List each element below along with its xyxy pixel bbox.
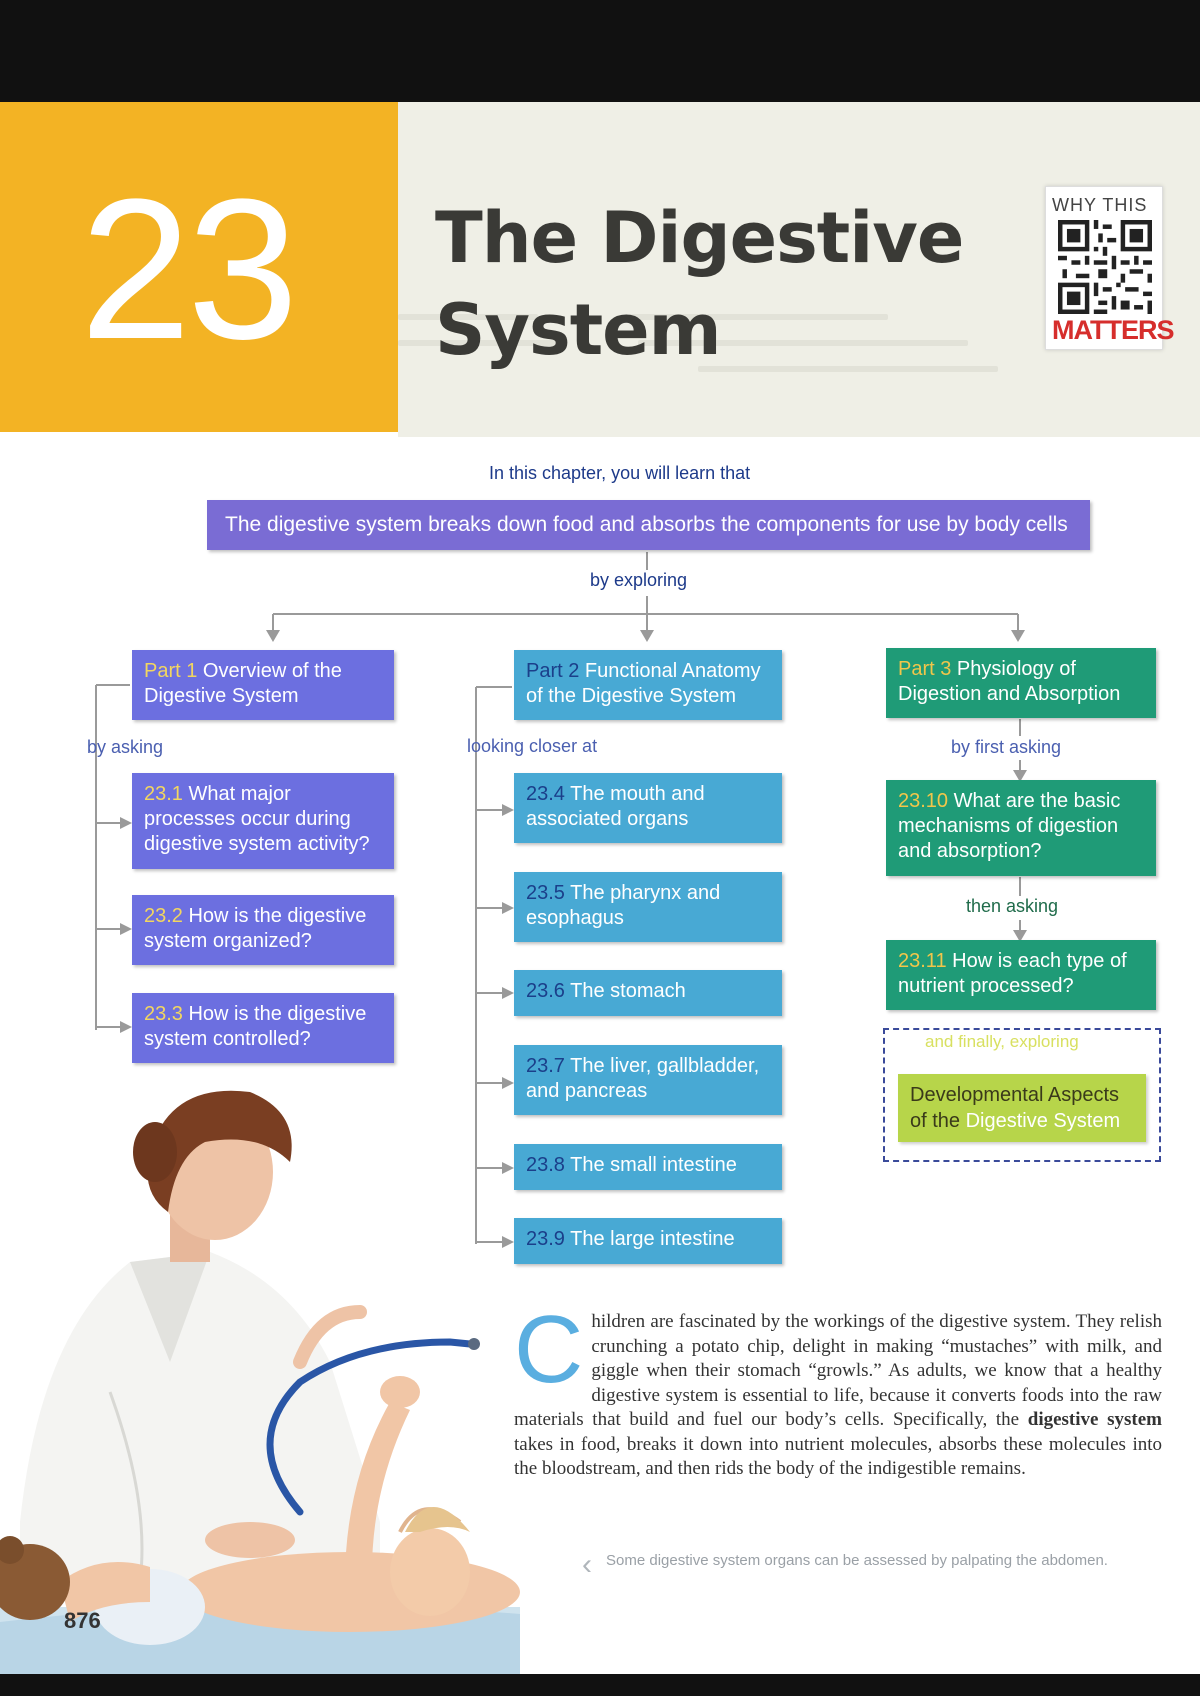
part2-title: Functional Anatomy of the Digestive System — [526, 660, 761, 707]
section-number: 23.7 — [526, 1055, 571, 1077]
section-number: 23.4 — [526, 783, 571, 805]
part2-lead: looking closer at — [467, 736, 598, 756]
chapter-title-line2: System — [435, 289, 721, 371]
chapter-intro-paragraph — [514, 1296, 1162, 1482]
section-23-4[interactable] — [514, 773, 782, 843]
part3-number: Part 3 — [898, 658, 957, 680]
section-number: 23.2 — [144, 905, 189, 927]
section-text: The stomach — [570, 980, 686, 1002]
section-text: The pharynx and esophagus — [526, 882, 721, 929]
section-23-7[interactable] — [514, 1045, 782, 1115]
part1-number: Part 1 — [144, 660, 203, 682]
section-text: The mouth and associated organs — [526, 783, 705, 830]
section-23-2[interactable] — [132, 895, 394, 965]
body-text-b: takes in food, breaks it down into nutrient molecules, absorbs these molecules into the bloodstream, and then rids the body of the indigestible remains. — [514, 1433, 1162, 1479]
part1-lead: by asking — [87, 737, 164, 757]
section-23-10[interactable] — [886, 780, 1156, 876]
chapter-title-line1: The Digestive — [435, 197, 964, 279]
section-text: How is each type of nutrient processed? — [898, 950, 1127, 997]
body-text-bold: digestive system — [1027, 1409, 1162, 1430]
developmental-text-a: Developmental Aspects of the — [910, 1084, 1120, 1132]
drop-cap: C — [514, 1296, 584, 1403]
concept-map-main-idea: The digestive system breaks down food and absorbs the components for use by body cells — [207, 500, 1090, 550]
section-text: The liver, gallbladder, and pancreas — [526, 1055, 760, 1102]
part3-header[interactable] — [886, 648, 1156, 718]
section-23-6[interactable] — [514, 970, 782, 1016]
caption-chevron-icon: ‹ — [582, 1548, 592, 1581]
developmental-text-b: Digestive System — [965, 1110, 1121, 1132]
section-23-9[interactable] — [514, 1218, 782, 1264]
bottom-black-band — [0, 1674, 1200, 1696]
part2-number: Part 2 — [526, 660, 585, 682]
part3-mid-connector: then asking — [966, 896, 1059, 916]
section-number: 23.8 — [526, 1154, 571, 1176]
part2-header[interactable] — [514, 650, 782, 720]
section-number: 23.6 — [526, 980, 571, 1002]
section-text: The small intestine — [570, 1154, 737, 1176]
body-text-a: hildren are fascinated by the workings of the digestive system. They relish crunching a potato chip, delight in making “mustaches” with milk, and giggle when their stomach “growls.” As adults, we know that a healthy digestive system is essential to life, because it converts foods into the raw materials that build and fuel our body’s cells. Specifically, the — [514, 1311, 1162, 1430]
section-number: 23.9 — [526, 1228, 571, 1250]
section-text: What major processes occur during digestive system activity? — [144, 783, 370, 855]
section-number: 23.1 — [144, 783, 189, 805]
section-number: 23.10 — [898, 790, 954, 812]
section-23-3[interactable] — [132, 993, 394, 1063]
section-number: 23.11 — [898, 950, 953, 972]
qr-bottom-label: MATTERS — [1052, 315, 1174, 345]
section-23-11[interactable] — [886, 940, 1156, 1010]
qr-top-label: WHY THIS — [1052, 195, 1148, 215]
doctor-palpating-baby-photo — [0, 1062, 520, 1674]
section-text: How is the digestive system controlled? — [144, 1003, 367, 1050]
section-23-5[interactable] — [514, 872, 782, 942]
section-number: 23.5 — [526, 882, 571, 904]
section-23-1[interactable] — [132, 773, 394, 869]
part1-header[interactable] — [132, 650, 394, 720]
page-number: 876 — [64, 1608, 101, 1633]
developmental-aspects-box[interactable] — [898, 1074, 1146, 1142]
connector-by-exploring: by exploring — [590, 570, 688, 590]
section-number: 23.3 — [144, 1003, 189, 1025]
developmental-lead: and finally, exploring — [925, 1032, 1079, 1051]
concept-map-intro: In this chapter, you will learn that — [489, 463, 751, 483]
part1-title: Overview of the Digestive System — [144, 660, 342, 707]
section-23-8[interactable] — [514, 1144, 782, 1190]
section-text: What are the basic mechanisms of digestion and absorption? — [898, 790, 1121, 862]
section-text: The large intestine — [570, 1228, 735, 1250]
chapter-number: 23 — [80, 158, 295, 381]
part3-lead: by first asking — [951, 737, 1062, 757]
section-text: How is the digestive system organized? — [144, 905, 367, 952]
part3-title: Physiology of Digestion and Absorption — [898, 658, 1121, 705]
photo-caption: Some digestive system organs can be assessed by palpating the abdomen. — [606, 1552, 1108, 1569]
